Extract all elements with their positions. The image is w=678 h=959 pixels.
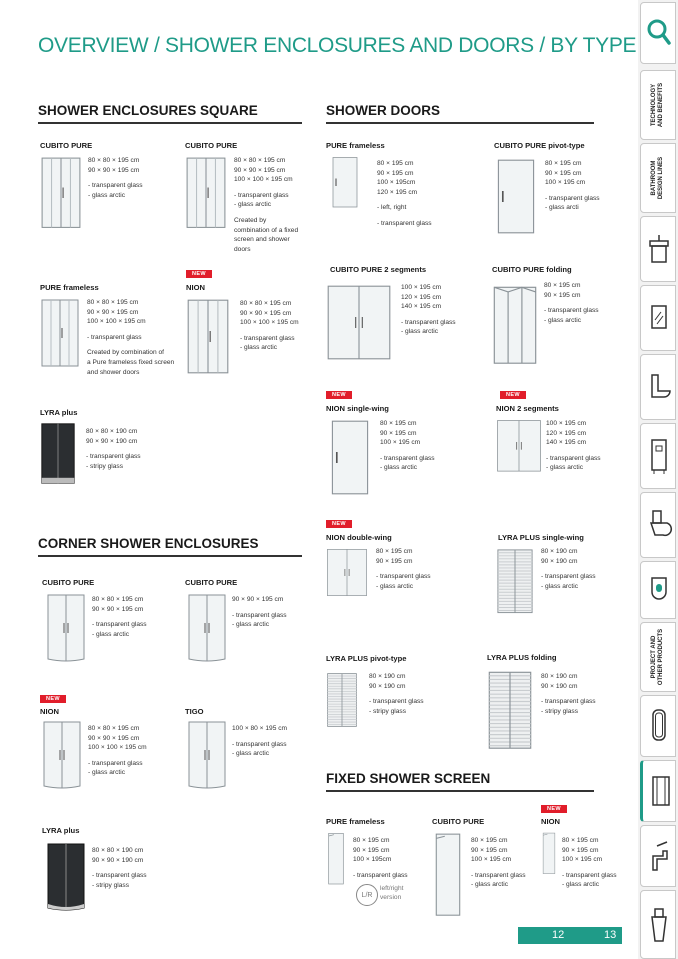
glass-option: - stripy glass <box>86 462 124 470</box>
dimension: 80 × 80 × 195 cm <box>87 299 139 306</box>
product-note: Created by combination of <box>87 349 164 357</box>
product-image <box>494 158 538 240</box>
dimension: 80 × 80 × 195 cm <box>92 596 144 603</box>
product-specs <box>88 724 147 778</box>
product-specs <box>353 836 408 880</box>
product-note: screen and shower <box>234 236 290 244</box>
product-image <box>496 419 542 499</box>
dimension: 80 × 190 cm <box>369 673 406 680</box>
dimension: 80 × 80 × 195 cm <box>88 157 140 164</box>
product-image <box>185 593 229 663</box>
glass-option: - transparent glass <box>234 191 289 199</box>
product-specs <box>541 672 596 716</box>
glass-option: - transparent glass <box>87 333 142 341</box>
tab-bathtub[interactable] <box>640 695 676 757</box>
glass-option: - transparent glass <box>232 740 287 748</box>
dimension: 80 × 190 cm <box>541 673 578 680</box>
dimension: 90 × 90 × 195 cm <box>240 309 292 317</box>
glass-option: - stripy glass <box>369 707 407 715</box>
product-name: CUBITO PURE pivot-type <box>494 141 585 150</box>
glass-option: - transparent glass <box>377 219 432 227</box>
product-specs <box>541 547 596 591</box>
glass-option: - transparent glass <box>88 759 143 767</box>
product-name: TIGO <box>185 707 204 716</box>
toilet-icon <box>641 355 677 419</box>
product-image <box>40 156 82 228</box>
dimension: 80 × 195 cm <box>376 548 413 555</box>
tab-toilet[interactable] <box>640 492 676 558</box>
product-name: CUBITO PURE folding <box>492 265 572 274</box>
product-image <box>326 548 368 626</box>
product-name: CUBITO PURE <box>432 817 485 826</box>
glass-option: - stripy glass <box>92 881 130 889</box>
dimension: 90 × 90 × 195 cm <box>232 596 284 603</box>
page-number-left: 12 <box>552 929 565 941</box>
glass-option: - transparent glass <box>86 453 141 461</box>
search-icon <box>641 3 677 63</box>
product-image <box>326 832 346 918</box>
dimension: 100 × 195 cm <box>471 856 512 864</box>
dimension: 90 × 190 cm <box>541 682 578 690</box>
tab-installation[interactable] <box>640 423 676 489</box>
glass-option: - transparent glass <box>401 318 456 326</box>
tab-washbasin[interactable] <box>640 216 676 282</box>
product-note: a Pure frameless fixed screen <box>87 358 175 366</box>
mirror-icon <box>641 286 677 350</box>
glass-option: - transparent glass <box>544 307 599 315</box>
product-name: PURE frameless <box>326 141 385 150</box>
urinal-icon <box>641 562 677 618</box>
tab-urinal[interactable] <box>640 561 676 619</box>
glass-option: - stripy glass <box>541 707 579 715</box>
product-note: Created by <box>234 216 267 224</box>
glass-option: - transparent glass <box>541 573 596 581</box>
product-name: NION <box>541 817 560 826</box>
glass-option: - transparent glass <box>562 871 617 879</box>
dimension: 90 × 190 cm <box>541 557 578 565</box>
bidet-icon <box>641 891 677 957</box>
dimension: 80 × 195 cm <box>545 160 582 167</box>
glass-option: - glass arctic <box>88 191 126 199</box>
glass-option: - glass arctic <box>541 582 579 590</box>
toilet-icon <box>641 493 677 557</box>
tab-mirror[interactable] <box>640 285 676 351</box>
glass-option: - glass arctic <box>234 201 272 209</box>
dimension: 100 × 195cm <box>377 179 416 187</box>
dimension: 90 × 195 cm <box>562 846 599 854</box>
new-badge: NEW <box>186 270 212 278</box>
washbasin-icon <box>641 217 677 281</box>
product-specs <box>545 159 600 213</box>
dimension: 80 × 195 cm <box>377 160 414 167</box>
product-specs <box>232 595 287 630</box>
glass-option: - transparent glass <box>353 871 408 879</box>
glass-option: - transparent glass <box>546 454 601 462</box>
new-badge: NEW <box>500 391 526 399</box>
search-tab[interactable] <box>640 2 676 64</box>
product-image <box>40 422 76 496</box>
product-specs <box>376 547 431 591</box>
product-specs <box>369 672 424 716</box>
dimension: 80 × 80 × 195 cm <box>240 300 292 307</box>
product-specs <box>380 419 435 473</box>
dimension: 90 × 190 cm <box>369 682 406 690</box>
dimension: 80 × 195 cm <box>471 837 508 844</box>
dimension: 100 × 80 × 195 cm <box>232 725 287 732</box>
product-name: NION single-wing <box>326 404 389 413</box>
dimension: 80 × 195 cm <box>544 282 581 289</box>
new-badge: NEW <box>326 391 352 399</box>
product-specs <box>86 427 141 471</box>
glass-option: - transparent glass <box>232 611 287 619</box>
bathtub-icon <box>641 696 677 756</box>
product-specs <box>240 299 299 353</box>
product-name: NION <box>40 707 59 716</box>
product-specs <box>87 298 174 377</box>
dimension: 90 × 195 cm <box>471 846 508 854</box>
dimension: 100 × 195cm <box>353 856 392 864</box>
tab-bathroom-design[interactable]: BATHROOM DESIGN LINES <box>640 143 676 213</box>
product-specs <box>471 836 526 890</box>
dimension: 90 × 90 × 195 cm <box>234 166 286 174</box>
dimension: 80 × 80 × 195 cm <box>88 725 140 732</box>
left-right-icon: L/R <box>356 884 378 906</box>
tab-technology[interactable]: TECHNOLOGY AND BENEFITS <box>640 70 676 140</box>
product-specs <box>88 156 143 200</box>
glass-option: - transparent glass <box>92 872 147 880</box>
tab-wc[interactable] <box>640 354 676 420</box>
section-heading-fixed: FIXED SHOWER SCREEN <box>326 771 491 786</box>
product-image <box>432 832 464 918</box>
glass-option: - glass arctic <box>471 881 509 889</box>
product-name: CUBITO PURE <box>185 578 238 587</box>
glass-option: - glass arctic <box>544 316 582 324</box>
product-specs <box>377 159 432 229</box>
product-specs <box>92 846 147 890</box>
product-note: combination of a fixed <box>234 226 299 234</box>
product-specs <box>234 156 298 254</box>
section-rule <box>326 122 594 124</box>
left-right-version-note: left/right version <box>380 885 404 901</box>
product-specs <box>92 595 147 639</box>
dimension: 80 × 195 cm <box>353 837 390 844</box>
product-name: PURE frameless <box>326 817 385 826</box>
dimension: 90 × 90 × 195 cm <box>92 605 144 613</box>
dimension: 100 × 100 × 195 cm <box>240 319 299 327</box>
product-image <box>40 720 84 792</box>
section-heading-corner: CORNER SHOWER ENCLOSURES <box>38 536 259 551</box>
dimension: 100 × 100 × 195 cm <box>88 744 147 752</box>
glass-option: - glass arctic <box>232 621 270 629</box>
dimension: 80 × 195 cm <box>380 420 417 427</box>
dimension: 140 × 195 cm <box>401 303 442 311</box>
section-rule <box>38 122 302 124</box>
glass-option: - glass arctic <box>546 464 584 472</box>
dimension: 90 × 90 × 190 cm <box>86 437 138 445</box>
glass-option: - transparent glass <box>92 621 147 629</box>
dimension: 120 × 195 cm <box>377 188 418 196</box>
dimension: 90 × 90 × 190 cm <box>92 856 144 864</box>
glass-option: - glass arctic <box>232 750 270 758</box>
product-name: NION double-wing <box>326 533 392 542</box>
product-image <box>328 419 372 499</box>
glass-option: - glass arctic <box>380 464 418 472</box>
dimension: 90 × 195 cm <box>380 429 417 437</box>
dimension: 80 × 190 cm <box>541 548 578 555</box>
product-name: CUBITO PURE <box>42 578 95 587</box>
glass-option: - transparent glass <box>88 182 143 190</box>
shower-enclosure-icon <box>643 761 678 821</box>
dimension: 90 × 90 × 195 cm <box>88 734 140 742</box>
product-image <box>185 156 227 228</box>
section-rule <box>326 790 594 792</box>
new-badge: NEW <box>40 695 66 703</box>
product-name: PURE frameless <box>40 283 99 292</box>
product-specs <box>562 836 617 890</box>
glass-option: - transparent glass <box>240 334 295 342</box>
product-image <box>44 593 88 665</box>
product-name: CUBITO PURE <box>185 141 238 150</box>
dimension: 90 × 195 cm <box>377 169 414 177</box>
dimension: 90 × 90 × 195 cm <box>88 166 140 174</box>
tab-shower-enclosures[interactable] <box>640 760 676 822</box>
product-specs <box>401 283 456 337</box>
dimension: 100 × 195 cm <box>380 439 421 447</box>
dimension: 140 × 195 cm <box>546 439 587 447</box>
dimension: 90 × 195 cm <box>376 557 413 565</box>
glass-option: - glass arctic <box>401 328 439 336</box>
glass-option: - transparent glass <box>545 194 600 202</box>
glass-option: - transparent glass <box>471 871 526 879</box>
page-title: OVERVIEW / SHOWER ENCLOSURES AND DOORS / BY TYPE <box>38 34 637 57</box>
dimension: 80 × 195 cm <box>562 837 599 844</box>
glass-option: - transparent glass <box>541 698 596 706</box>
product-image <box>40 298 80 376</box>
tab-faucets[interactable] <box>640 825 676 887</box>
dimension: 100 × 195 cm <box>401 284 442 291</box>
glass-option: - transparent glass <box>376 573 431 581</box>
product-name: NION <box>186 283 205 292</box>
product-image <box>541 832 557 918</box>
new-badge: NEW <box>541 805 567 813</box>
product-name: LYRA PLUS pivot-type <box>326 654 407 663</box>
product-note: doors <box>234 245 251 253</box>
glass-option: - glass arcti <box>545 204 579 212</box>
product-name: LYRA PLUS single-wing <box>498 533 584 542</box>
installation-frame-icon <box>641 424 677 488</box>
product-name: CUBITO PURE <box>40 141 93 150</box>
product-image <box>330 156 360 236</box>
section-heading-doors: SHOWER DOORS <box>326 103 441 118</box>
page-number-right: 13 <box>604 929 617 941</box>
dimension: 100 × 195 cm <box>562 856 603 864</box>
product-name: NION 2 segments <box>496 404 559 413</box>
glass-option: - glass arctic <box>92 630 130 638</box>
dimension: 80 × 80 × 195 cm <box>234 157 286 164</box>
product-image <box>326 672 358 752</box>
dimension: 80 × 80 × 190 cm <box>92 847 144 854</box>
product-name: LYRA plus <box>42 826 80 835</box>
product-specs <box>544 281 599 325</box>
dimension: 90 × 195 cm <box>353 846 390 854</box>
product-name: LYRA PLUS folding <box>487 653 557 662</box>
dimension: 80 × 80 × 190 cm <box>86 428 138 435</box>
section-heading-square: SHOWER ENCLOSURES SQUARE <box>38 103 258 118</box>
faucet-icon <box>641 826 677 886</box>
section-rule <box>38 555 302 557</box>
glass-option: - glass arctic <box>562 881 600 889</box>
product-image <box>185 720 229 792</box>
glass-option: - left, right <box>377 204 407 212</box>
dimension: 100 × 100 × 195 cm <box>234 176 293 184</box>
product-image <box>492 285 538 367</box>
glass-option: - glass arctic <box>376 582 414 590</box>
dimension: 120 × 195 cm <box>546 429 587 437</box>
dimension: 90 × 195 cm <box>544 291 581 299</box>
new-badge: NEW <box>326 520 352 528</box>
product-specs <box>232 724 287 759</box>
dimension: 100 × 100 × 195 cm <box>87 318 146 326</box>
dimension: 120 × 195 cm <box>401 293 442 301</box>
product-name: CUBITO PURE 2 segments <box>330 265 427 274</box>
product-image <box>186 298 230 376</box>
glass-option: - transparent glass <box>380 454 435 462</box>
dimension: 90 × 195 cm <box>545 169 582 177</box>
glass-option: - glass arctic <box>240 344 278 352</box>
dimension: 100 × 195 cm <box>546 420 587 427</box>
tab-accessories[interactable] <box>640 890 676 959</box>
dimension: 90 × 90 × 195 cm <box>87 308 139 316</box>
glass-option: - transparent glass <box>369 698 424 706</box>
product-image <box>326 284 392 356</box>
product-name: LYRA plus <box>40 408 78 417</box>
tab-project[interactable]: PROJECT AND OTHER PRODUCTS <box>640 622 676 692</box>
product-specs <box>546 419 601 473</box>
product-image <box>487 670 533 750</box>
product-image <box>496 548 534 628</box>
glass-option: - glass arctic <box>88 769 126 777</box>
product-image <box>44 842 88 916</box>
product-note: and shower doors <box>87 368 140 376</box>
dimension: 100 × 195 cm <box>545 179 586 187</box>
